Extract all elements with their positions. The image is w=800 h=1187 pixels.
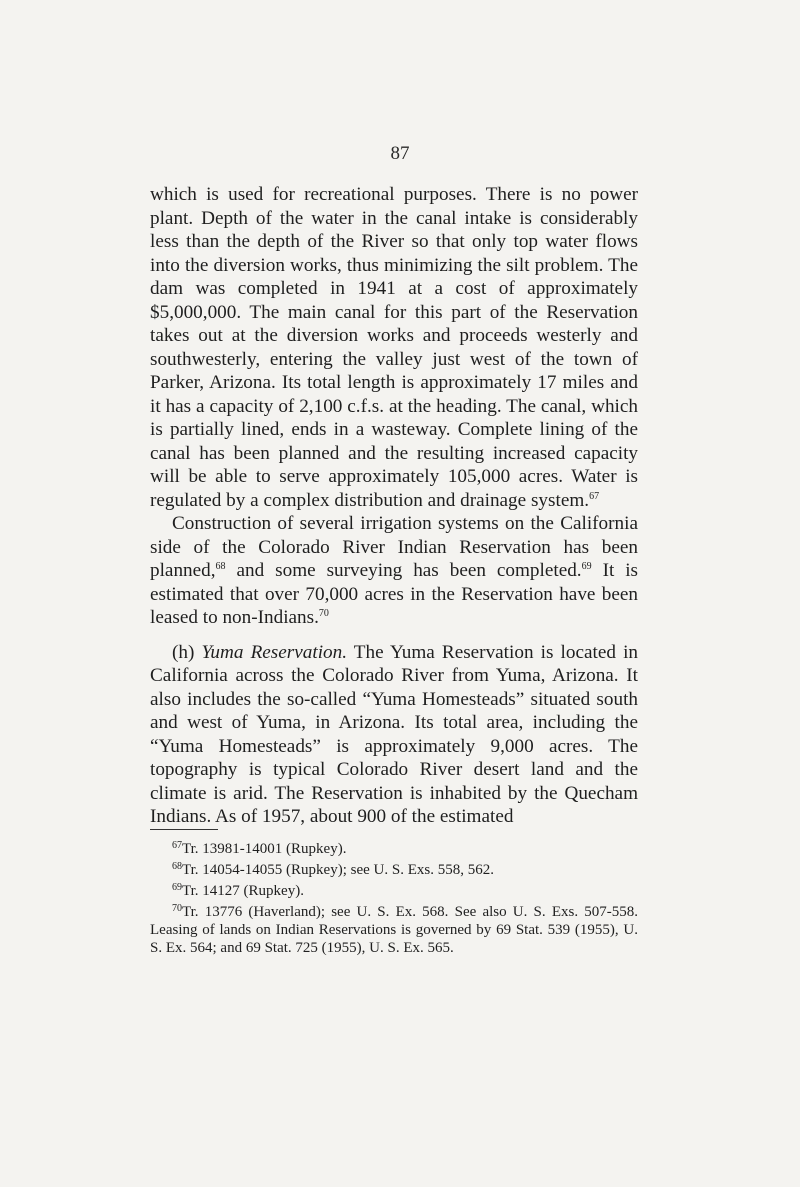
footnote-70 — [150, 903, 638, 957]
section-marker: (h) — [172, 641, 202, 663]
footnote-ref-70: 70 — [318, 608, 329, 619]
footnote-marker: 70 — [172, 903, 182, 914]
paragraph-construction-text-1: Construction of several irrigation systems on the California side of the Colorado River Indian Reservation has been planned, — [150, 513, 638, 581]
footnote-68 — [150, 861, 638, 879]
paragraph-construction-text-2: and some surveying has been completed. — [236, 560, 582, 581]
paragraph-canal — [150, 183, 638, 512]
footnote-ref-68: 68 — [215, 561, 226, 572]
page-number: 87 — [390, 143, 410, 164]
footnote-text: Tr. 13776 (Haverland); see U. S. Ex. 568. See also U. S. Exs. 507-558. Leasing of lands on Indian Reservations is governed by 69 Stat. 539 (1955), U. S. Ex. 564; and 69 Stat. 725 (1955), U. S. Ex. 565. — [150, 904, 638, 956]
footnote-text: Tr. 14127 (Rupkey). — [182, 883, 304, 899]
footnote-text: Tr. 13981-14001 (Rupkey). — [182, 841, 347, 857]
footnote-marker: 67 — [172, 840, 182, 851]
paragraph-construction — [150, 512, 638, 630]
paragraph-yuma — [150, 641, 638, 829]
paragraph-canal-text: which is used for recreational purposes. There is no power plant. Depth of the water in the canal intake is considerably less than the depth of the River so that only top water flows into the diversion works, thus minimizing the silt problem. The dam was completed in 1941 at a cost of approximately $5,000,000. The main canal for this part of the Reservation takes out at the diversion works and proceeds westerly and southwesterly, entering the valley just west of the town of Parker, Arizona. Its total length is approximately 17 miles and it has a capacity of 2,100 c.f.s. at the heading. The canal, which is partially lined, ends in a wasteway. Complete lining of the canal has been planned and the resulting increased capacity will be able to serve approximately 105,000 acres. Water is regulated by a complex distribution and drainage system. — [150, 184, 638, 511]
footnote-divider — [150, 829, 218, 830]
section-heading: Yuma Reservation. — [201, 641, 348, 663]
paragraph-construction-text-3: It is estimated that over 70,000 acres in the Reservation have been leased to non-Indians. — [150, 560, 639, 628]
footnote-69 — [150, 882, 638, 900]
footnotes — [150, 840, 638, 960]
footnote-ref-67: 67 — [589, 490, 600, 502]
footnote-marker: 68 — [172, 861, 182, 872]
paragraph-yuma-text: The Yuma Reservation is located in California across the Colorado River from Yuma, Arizona. It also includes the so-called “Yuma Homesteads” situated south and west of Yuma, in Arizona. Its total area, including the “Yuma Homesteads” is approximately 9,000 acres. The topography is typical Colorado River desert land and the climate is arid. The Reservation is inhabited by the Quecham Indians. As of 1957, about 900 of the estimated — [150, 641, 638, 827]
body-text — [150, 183, 638, 829]
footnote-ref-69: 69 — [581, 561, 592, 572]
footnote-67 — [150, 840, 638, 858]
footnote-marker: 69 — [172, 882, 182, 893]
footnote-text: Tr. 14054-14055 (Rupkey); see U. S. Exs. 558, 562. — [182, 862, 494, 878]
